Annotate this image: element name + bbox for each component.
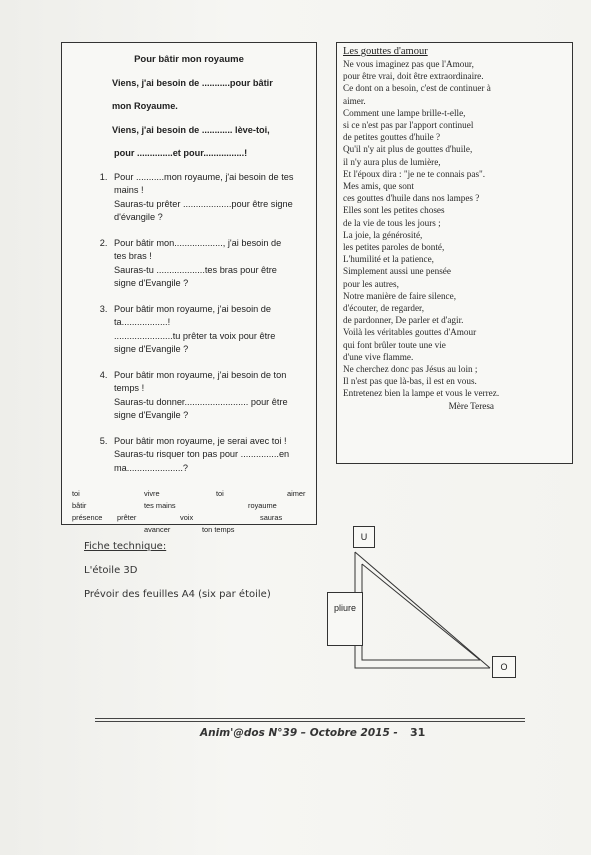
- poem-line: Elles sont les petites choses: [343, 205, 445, 216]
- fiche-line: Prévoir des feuilles A4 (six par étoile): [84, 589, 271, 600]
- fiche-heading: Fiche technique:: [84, 541, 167, 552]
- poem-line: pour les autres,: [343, 278, 399, 289]
- fiche-technique: [84, 535, 271, 607]
- verse-line: temps !: [114, 383, 145, 393]
- fiche-line: L'étoile 3D: [84, 565, 138, 576]
- poem-line: de pardonner, De parler et d'agir.: [343, 315, 464, 326]
- poem-line: Mes amis, que sont: [343, 181, 414, 192]
- poem-line: il n'y aura plus de lumière,: [343, 156, 441, 167]
- fold-diagram: [320, 520, 540, 690]
- verse-line: ma......................?: [114, 462, 189, 473]
- verse-line: ta..................!: [114, 317, 171, 327]
- verse-list: [72, 171, 306, 476]
- word-bank-item: toi: [216, 489, 224, 498]
- right-poem-box: [336, 42, 573, 464]
- word-bank-item: sauras: [260, 513, 283, 522]
- word-bank-item: avancer: [144, 525, 171, 534]
- verse-line: signe d'Evangile ?: [114, 410, 189, 420]
- verse-item: [110, 171, 306, 225]
- footer-text: Anim'@dos N°39 – Octobre 2015 -: [200, 727, 398, 739]
- verse-line: Sauras-tu ...................tes bras pour être: [114, 264, 277, 275]
- verse-line: signe d'Evangile ?: [114, 278, 189, 288]
- verse-line: tes bras !: [114, 251, 152, 261]
- verse-line: 3. Pour bâtir mon royaume, j'ai besoin de: [114, 303, 272, 314]
- poem-line: qui font brûler toute une vie: [343, 339, 446, 350]
- intro-line: Viens, j'ai besoin de ............ lève-toi,: [112, 124, 270, 135]
- poem-line: d'écouter, de regarder,: [343, 303, 425, 314]
- verse-line: d'évangile ?: [114, 212, 163, 222]
- word-bank-item: royaume: [248, 501, 277, 510]
- poem-line: pour être vrai, doit être extraordinaire.: [343, 71, 484, 82]
- word-bank-item: prêter: [117, 513, 137, 522]
- left-poem-box: [61, 42, 317, 534]
- word-bank-item: aimer: [287, 489, 306, 498]
- poem-line: Il n'est pas que là-bas, il est en vous.: [343, 376, 477, 387]
- poem-line: de petites gouttes d'huile ?: [343, 132, 441, 143]
- poem-line: Qu'il n'y ait plus de gouttes d'huile,: [343, 144, 473, 155]
- word-bank-item: présence: [72, 513, 103, 522]
- poem-signature: Mère Teresa: [448, 400, 494, 411]
- verse-item: [110, 369, 306, 423]
- verse-line: mains !: [114, 185, 144, 195]
- word-bank-item: bâtir: [72, 501, 87, 510]
- diagram-diagonal: [355, 552, 490, 668]
- poem-line: Simplement aussi une pensée: [343, 266, 451, 277]
- poem-line: d'une vive flamme.: [343, 351, 414, 362]
- poem-line: ces gouttes d'huile dans nos lampes ?: [343, 193, 480, 204]
- left-poem-title: Pour bâtir mon royaume: [134, 54, 244, 65]
- diagram-label-u: U: [353, 526, 375, 548]
- poem-line: Comment une lampe brille-t-elle,: [343, 107, 466, 118]
- diagram-label-fold: pliure: [327, 592, 363, 646]
- poem-line: Ne cherchez donc pas Jésus au loin ;: [343, 364, 478, 375]
- verse-item: [110, 435, 306, 476]
- intro-line: mon Royaume.: [112, 101, 178, 111]
- intro-line: Viens, j'ai besoin de ...........pour bâtir: [112, 77, 273, 88]
- intro-line: pour ..............et pour................!: [114, 148, 248, 158]
- page-number: 31: [410, 726, 426, 739]
- verse-item: [110, 237, 306, 291]
- diagram-label-o: O: [492, 656, 516, 678]
- poem-line: La joie, la générosité,: [343, 229, 423, 240]
- poem-line: aimer.: [343, 95, 366, 106]
- poem-line: Ce dont on a besoin, c'est de continuer à: [343, 83, 491, 94]
- word-bank-item: toi: [72, 489, 80, 498]
- poem-line: L'humilité et la patience,: [343, 254, 434, 265]
- poem-line: de la vie de tous les jours ;: [343, 217, 441, 228]
- right-poem-title: Les gouttes d'amour: [343, 46, 428, 57]
- poem-line: Voilà les véritables gouttes d'Amour: [343, 327, 477, 338]
- verse-line: signe d'Evangile ?: [114, 344, 189, 354]
- right-poem-lines: [343, 58, 566, 400]
- verse-line: 4. Pour bâtir mon royaume, j'ai besoin de ton: [114, 369, 287, 380]
- poem-line: les petites paroles de bonté,: [343, 242, 445, 253]
- verse-line: .......................tu prêter ta voix pour être: [114, 330, 276, 341]
- poem-line: Entretenez bien la lampe et vous le verrez.: [343, 388, 500, 399]
- word-bank-item: ton temps: [202, 525, 235, 534]
- poem-line: Ne vous imaginez pas que l'Amour,: [343, 59, 474, 69]
- poem-line: si ce n'est pas par l'apport continuel: [343, 120, 474, 131]
- word-bank-item: tes mains: [144, 501, 176, 510]
- verse-line: 1. Pour ...........mon royaume, j'ai besoin de tes: [114, 171, 294, 182]
- verse-line: Sauras-tu prêter ...................pour être signe: [114, 198, 293, 209]
- diagram-inner-diagonal: [362, 564, 480, 660]
- poem-line: Et l'époux dira : "je ne te connais pas".: [343, 168, 486, 179]
- word-bank-item: vivre: [144, 489, 160, 498]
- word-bank-item: voix: [180, 513, 194, 522]
- verse-line: Sauras-tu risquer ton pas pour ...............en: [114, 449, 290, 459]
- verse-line: 5. Pour bâtir mon royaume, je serai avec toi !: [114, 435, 287, 446]
- verse-line: Sauras-tu donner......................... pour être: [114, 396, 288, 407]
- footer-rule: [95, 718, 525, 722]
- verse-line: 2. Pour bâtir mon..................., j'ai besoin de: [114, 237, 282, 248]
- verse-item: [110, 303, 306, 357]
- poem-line: Notre manière de faire silence,: [343, 290, 456, 301]
